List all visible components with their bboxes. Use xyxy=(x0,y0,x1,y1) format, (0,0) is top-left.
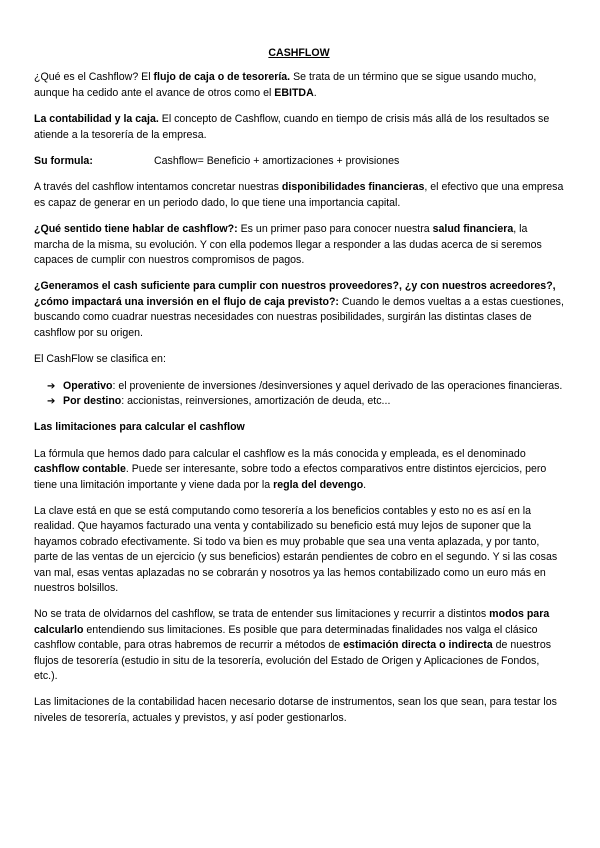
paragraph-intro xyxy=(34,70,564,101)
bold-text: salud financiera xyxy=(432,223,514,236)
bold-text: EBITDA xyxy=(274,86,314,99)
text: entendiendo sus limitaciones. Es posible que para determinadas finalidades nos valga el clásico cashflow contable, para otras habremos de recurrir a métodos de xyxy=(34,623,538,652)
paragraph-formula-conocida xyxy=(34,447,564,493)
text: El concepto de Cashflow, cuando en tiempo de crisis más allá de los resultados se atiende a la tesorería de la empresa. xyxy=(34,113,550,141)
text: A través del cashflow intentamos concretar nuestras xyxy=(34,181,282,194)
paragraph-contabilidad xyxy=(34,112,564,143)
list-item xyxy=(47,394,564,409)
arrow-right-icon: ➔ xyxy=(47,395,56,407)
text: No se trata de olvidarnos del cashflow, se trata de entender sus limitaciones y recurrir a distintos xyxy=(34,608,490,621)
formula-text: Cashflow= Beneficio + amortizaciones + provisiones xyxy=(154,155,400,168)
text: : accionistas, reinversiones, amortización de deuda, etc... xyxy=(121,394,391,407)
paragraph-clasifica: El CashFlow se clasifica en: xyxy=(34,353,166,366)
bold-text: Por destino xyxy=(63,394,122,407)
text: . Puede ser interesante, sobre todo a efectos comparativos entre distintos ejercicios, pero tiene una limitación importante y viene dada por la xyxy=(34,463,547,491)
bold-text: regla del devengo xyxy=(273,478,364,491)
bold-text: La contabilidad y la caja. xyxy=(34,113,159,126)
bold-text: Operativo xyxy=(63,379,113,392)
section-heading: Las limitaciones para calcular el cashflow xyxy=(34,421,245,434)
paragraph-generamos xyxy=(34,279,564,341)
list-item xyxy=(47,379,564,394)
list-item-text xyxy=(63,394,390,409)
document-page xyxy=(34,46,564,737)
text: . xyxy=(313,86,317,99)
list-item-text xyxy=(63,379,562,394)
paragraph-clave: La clave está en que se está computando como tesorería a los beneficios contables y esto no es así en la realidad. Que hayamos facturado una venta y contabilizado su beneficio está muy lejos de suponer que la hayamos cobrado efectivamente. Si todo va bien es muy probable que sea una venta aplazada, y por tanto, parte de las ventas de un ejercicio (y sus beneficios) estarán pendientes de cobro en el segundo. Y si las cosas van mal, esas ventas aplazadas no se cobrarán y nosotros ya las hemos contabilizado como un euro más en nuestros bolsillos. xyxy=(34,504,558,594)
text: ¿Qué es el Cashflow? El xyxy=(34,71,154,84)
bold-text: modos para calcularlo xyxy=(34,608,550,636)
bold-text: ¿Qué sentido tiene hablar de cashflow?: xyxy=(34,223,238,236)
formula-row xyxy=(34,154,564,169)
text: , el efectivo que una empresa es capaz de generar en un periodo dado, lo que tiene una importancia capital. xyxy=(34,181,564,209)
text: La fórmula que hemos dado para calcular el cashflow es la más conocida y empleada, es el denominado xyxy=(34,447,526,460)
paragraph-sentido xyxy=(34,222,564,268)
text: . xyxy=(363,478,367,491)
bold-text: estimación directa o indirecta xyxy=(343,639,493,652)
text: : el proveniente de inversiones /desinversiones y aquel derivado de las operaciones financieras. xyxy=(112,379,563,392)
paragraph-limitaciones: Las limitaciones de la contabilidad hacen necesario dotarse de instrumentos, sean los que sean, para testar los niveles de tesorería, actuales y previstos, y así poder gestionarlos. xyxy=(34,696,557,724)
bold-text: flujo de caja o de tesorería. xyxy=(153,71,291,84)
bold-text: cashflow contable xyxy=(34,463,126,476)
paragraph-disponibilidades xyxy=(34,180,564,211)
bold-text: disponibilidades financieras xyxy=(281,181,425,194)
text: Cuando le demos vueltas a a estas cuestiones, buscando como cuadrar nuestras necesidades con nuestras posibilidades, surgirán las distintas clases de cashflow por su origen. xyxy=(34,295,564,339)
text: de nuestros flujos de tesorería (estudio in situ de la tesorería, evolución del Estado de Origen y Aplicaciones de Fondos, etc.). xyxy=(34,639,552,682)
bold-text: ¿Generamos el cash suficiente para cumplir con nuestros proveedores?, ¿y con nuestros acreedores?, ¿cómo impactará una inversión en el flujo de caja previsto?: xyxy=(34,280,556,308)
classification-list xyxy=(34,379,564,410)
text: Es un primer paso para conocer nuestra xyxy=(237,223,433,236)
text: , la marcha de la misma, su evolución. Y con ella podemos llegar a responder a las dudas acerca de si seremos capaces de cumplir con nuestros compromisos de pagos. xyxy=(34,223,542,267)
arrow-right-icon: ➔ xyxy=(47,380,56,392)
paragraph-olvidarnos xyxy=(34,607,564,684)
document-title: CASHFLOW xyxy=(268,47,330,59)
text: Se trata de un término que se sigue usando mucho, aunque ha cedido ante el avance de otros como el xyxy=(34,71,537,99)
formula-label: Su formula: xyxy=(34,155,93,168)
